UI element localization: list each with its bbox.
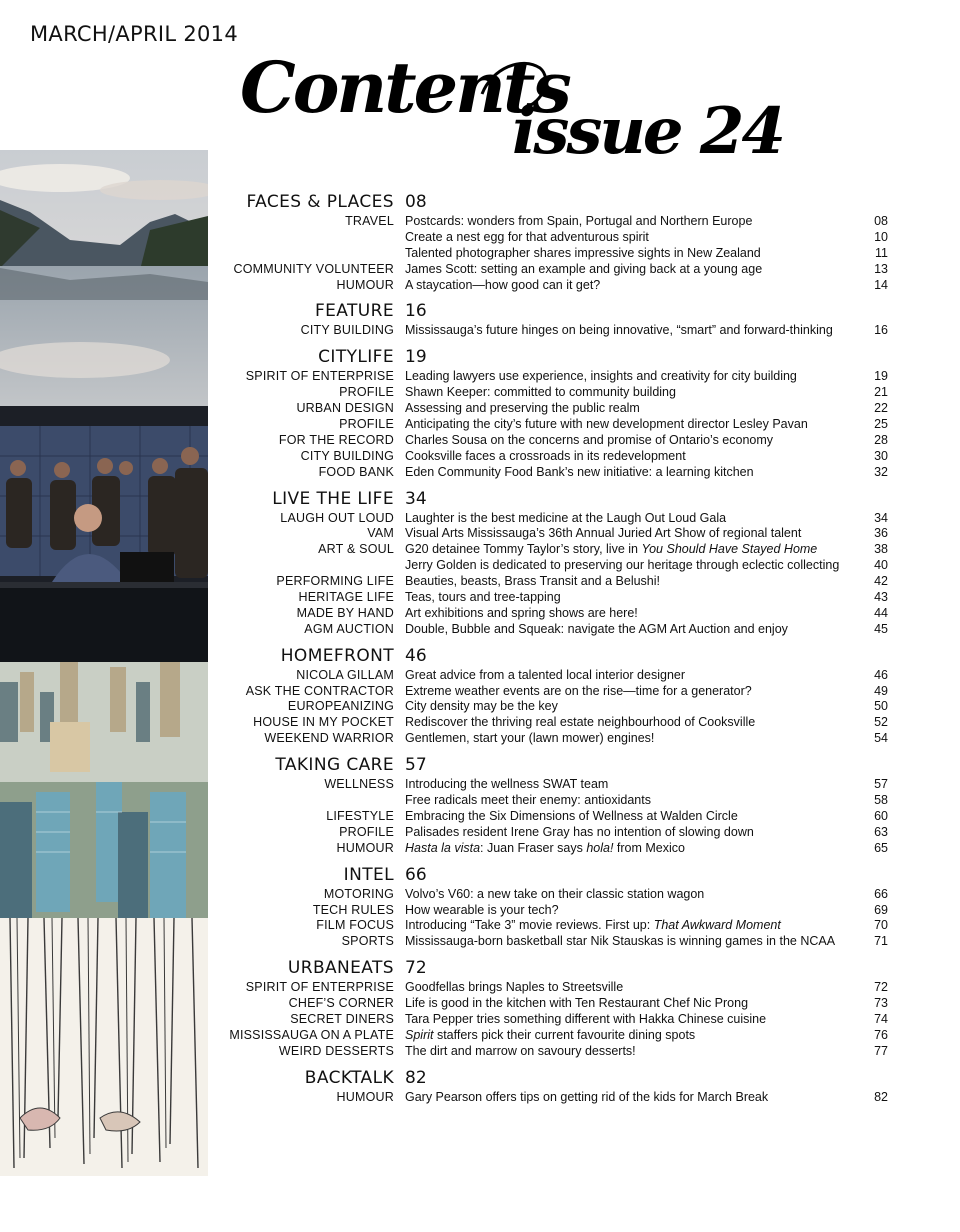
toc-entry[interactable]: [0, 417, 960, 433]
entry-category: COMMUNITY VOLUNTEER: [233, 261, 394, 276]
entry-description: Cooksville faces a crossroads in its redevelopment: [405, 448, 686, 463]
entry-category: HUMOUR: [336, 277, 394, 292]
toc-entry[interactable]: [0, 934, 960, 950]
entry-category: VAM: [367, 526, 394, 541]
entry-description: Gentlemen, start your (lawn mower) engines!: [405, 731, 655, 746]
section-heading: [0, 646, 960, 668]
toc-entry[interactable]: [0, 590, 960, 606]
entry-description: Shawn Keeper: committed to community building: [405, 385, 676, 400]
toc-entry[interactable]: [0, 809, 960, 825]
entry-category: HERITAGE LIFE: [298, 590, 394, 605]
toc-section: [0, 347, 960, 480]
entry-category: AGM AUCTION: [304, 621, 394, 636]
entry-description: Jerry Golden is dedicated to preserving our heritage through eclectic collecting: [405, 558, 840, 573]
entry-description: Laughter is the best medicine at the Laugh Out Loud Gala: [405, 510, 727, 525]
entry-category: MISSISSAUGA ON A PLATE: [229, 1027, 394, 1042]
toc-entry[interactable]: [0, 684, 960, 700]
section-heading: [0, 755, 960, 777]
entry-page-number: 10: [874, 229, 888, 244]
entry-category: CHEF’S CORNER: [288, 996, 394, 1011]
toc-entry[interactable]: [0, 385, 960, 401]
toc-section: [0, 958, 960, 1059]
section-name: LIVE THE LIFE: [272, 488, 394, 509]
toc-entry[interactable]: [0, 323, 960, 339]
entry-description: Volvo’s V60: a new take on their classic station wagon: [405, 886, 705, 901]
entry-category: LIFESTYLE: [326, 808, 394, 823]
entry-category: SECRET DINERS: [290, 1011, 394, 1026]
toc-entry[interactable]: [0, 622, 960, 638]
section-name: BACKTALK: [304, 1067, 394, 1088]
entry-page-number: 38: [874, 542, 888, 557]
entry-page-number: 14: [874, 277, 888, 292]
toc-entry[interactable]: [0, 699, 960, 715]
section-name: INTEL: [343, 864, 394, 885]
entry-page-number: 16: [874, 323, 888, 338]
toc-entry[interactable]: [0, 214, 960, 230]
entry-category: SPORTS: [341, 934, 394, 949]
entry-description: Double, Bubble and Squeak: navigate the AGM Art Auction and enjoy: [405, 621, 788, 636]
entry-description: G20 detainee Tommy Taylor’s story, live in You Should Have Stayed Home: [405, 542, 818, 557]
entry-page-number: 71: [874, 934, 888, 949]
entry-description: James Scott: setting an example and giving back at a young age: [405, 261, 763, 276]
entry-page-number: 32: [874, 464, 888, 479]
toc-section: [0, 646, 960, 747]
toc-entry[interactable]: [0, 996, 960, 1012]
entry-category: HUMOUR: [336, 1089, 394, 1104]
entry-category: TECH RULES: [312, 902, 394, 917]
entry-description: Hasta la vista: Juan Fraser says hola! from Mexico: [405, 840, 685, 855]
entry-category: CITY BUILDING: [300, 323, 394, 338]
section-heading: [0, 1068, 960, 1090]
entry-category: LAUGH OUT LOUD: [280, 510, 394, 525]
entry-description: Teas, tours and tree-tapping: [405, 590, 561, 605]
entry-page-number: 25: [874, 417, 888, 432]
entry-category: TRAVEL: [345, 214, 394, 228]
entry-description: Mississauga’s future hinges on being innovative, “smart” and forward-thinking: [405, 323, 833, 338]
toc-entry[interactable]: [0, 278, 960, 294]
entry-category: PROFILE: [339, 385, 394, 400]
entry-page-number: 76: [874, 1027, 888, 1042]
toc-entry[interactable]: [0, 526, 960, 542]
section-name: FACES & PLACES: [246, 192, 394, 212]
entry-page-number: 34: [874, 510, 888, 525]
entry-page-number: 54: [874, 731, 888, 746]
entry-category: MADE BY HAND: [296, 605, 394, 620]
entry-page-number: 60: [874, 808, 888, 823]
toc-entry[interactable]: [0, 1044, 960, 1060]
toc-entry[interactable]: [0, 246, 960, 262]
entry-category: HOUSE IN MY POCKET: [253, 715, 394, 730]
entry-page-number: 36: [874, 526, 888, 541]
section-name: CITYLIFE: [318, 347, 394, 368]
toc-entry[interactable]: [0, 825, 960, 841]
toc-entry[interactable]: [0, 606, 960, 622]
entry-page-number: 70: [874, 918, 888, 933]
entry-page-number: 82: [874, 1089, 888, 1104]
toc-section: [0, 301, 960, 339]
toc-section: [0, 192, 960, 293]
entry-page-number: 44: [874, 605, 888, 620]
entry-page-number: 66: [874, 886, 888, 901]
entry-description: Great advice from a talented local interior designer: [405, 667, 686, 682]
toc-section: [0, 865, 960, 951]
entry-description: Palisades resident Irene Gray has no intention of slowing down: [405, 824, 754, 839]
toc-entry[interactable]: [0, 793, 960, 809]
entry-description: City density may be the key: [405, 699, 558, 714]
entry-category: WEEKEND WARRIOR: [264, 731, 394, 746]
toc-entry[interactable]: [0, 903, 960, 919]
section-heading: [0, 347, 960, 369]
toc-entry[interactable]: [0, 574, 960, 590]
entry-description: Introducing the wellness SWAT team: [405, 777, 609, 792]
entry-page-number: 11: [875, 245, 888, 260]
toc-section: [0, 1068, 960, 1106]
entry-page-number: 08: [874, 214, 888, 228]
entry-description: Free radicals meet their enemy: antioxidants: [405, 793, 651, 808]
toc-entry[interactable]: [0, 668, 960, 684]
section-name: URBANEATS: [287, 958, 394, 979]
toc-entry[interactable]: [0, 887, 960, 903]
entry-page-number: 42: [874, 574, 888, 589]
entry-description: Gary Pearson offers tips on getting rid of the kids for March Break: [405, 1089, 769, 1104]
entry-description: Beauties, beasts, Brass Transit and a Belushi!: [405, 574, 660, 589]
entry-description: Tara Pepper tries something different with Hakka Chinese cuisine: [405, 1011, 767, 1026]
entry-category: PROFILE: [339, 417, 394, 432]
entry-description: Goodfellas brings Naples to Streetsville: [405, 980, 624, 995]
toc-entry[interactable]: [0, 777, 960, 793]
entry-page-number: 50: [874, 699, 888, 714]
section-heading: [0, 958, 960, 980]
entry-page-number: 69: [874, 902, 888, 917]
table-of-contents: [0, 192, 960, 1114]
entry-description: Visual Arts Mississauga’s 36th Annual Juried Art Show of regional talent: [405, 526, 802, 541]
entry-description: Talented photographer shares impressive sights in New Zealand: [405, 245, 761, 260]
entry-description: Eden Community Food Bank’s new initiative: a learning kitchen: [405, 464, 754, 479]
entry-category: HUMOUR: [336, 840, 394, 855]
section-name: FEATURE: [314, 301, 394, 322]
toc-entry[interactable]: [0, 841, 960, 857]
entry-description: How wearable is your tech?: [405, 902, 559, 917]
toc-entry[interactable]: [0, 401, 960, 417]
entry-category: FOOD BANK: [318, 464, 394, 479]
entry-page-number: 45: [874, 621, 888, 636]
toc-entry[interactable]: [0, 511, 960, 527]
section-page-number: 72: [405, 958, 427, 979]
entry-page-number: 49: [874, 683, 888, 698]
entry-page-number: 22: [874, 401, 888, 416]
entry-description: Introducing “Take 3” movie reviews. First up: That Awkward Moment: [405, 918, 781, 933]
contents-title: Contents: [240, 46, 569, 129]
toc-entry[interactable]: [0, 715, 960, 731]
entry-category: WELLNESS: [324, 777, 394, 792]
entry-description: Anticipating the city’s future with new development director Lesley Pavan: [405, 417, 808, 432]
entry-category: MOTORING: [323, 886, 394, 901]
entry-description: Rediscover the thriving real estate neighbourhood of Cooksville: [405, 715, 756, 730]
entry-page-number: 30: [874, 448, 888, 463]
entry-page-number: 65: [874, 840, 888, 855]
toc-entry[interactable]: [0, 230, 960, 246]
toc-section: [0, 755, 960, 856]
toc-entry[interactable]: [0, 465, 960, 481]
entry-category: EUROPEANIZING: [287, 699, 394, 714]
section-page-number: 16: [405, 301, 427, 322]
entry-page-number: 72: [874, 980, 888, 995]
entry-page-number: 63: [874, 824, 888, 839]
entry-page-number: 46: [874, 667, 888, 682]
entry-category: URBAN DESIGN: [296, 401, 394, 416]
entry-description: Art exhibitions and spring shows are here!: [405, 605, 638, 620]
entry-page-number: 43: [874, 590, 888, 605]
entry-page-number: 52: [874, 715, 888, 730]
section-heading: [0, 192, 960, 214]
entry-page-number: 21: [874, 385, 888, 400]
entry-page-number: 13: [874, 261, 888, 276]
entry-category: CITY BUILDING: [300, 448, 394, 463]
section-heading: [0, 865, 960, 887]
entry-category: SPIRIT OF ENTERPRISE: [245, 369, 394, 384]
entry-description: Postcards: wonders from Spain, Portugal and Northern Europe: [405, 214, 753, 228]
toc-entry[interactable]: [0, 262, 960, 278]
entry-description: A staycation—how good can it get?: [405, 277, 601, 292]
issue-date: MARCH/APRIL 2014: [30, 22, 238, 46]
toc-entry[interactable]: [0, 542, 960, 558]
entry-description: Embracing the Six Dimensions of Wellness at Walden Circle: [405, 808, 738, 823]
section-heading: [0, 489, 960, 511]
entry-description: Create a nest egg for that adventurous spirit: [405, 229, 649, 244]
issue-number: issue 24: [512, 94, 783, 169]
entry-description: Charles Sousa on the concerns and promise of Ontario’s economy: [405, 432, 774, 447]
section-name: TAKING CARE: [275, 755, 394, 776]
entry-category: PERFORMING LIFE: [276, 574, 394, 589]
entry-page-number: 58: [874, 793, 888, 808]
toc-entry[interactable]: [0, 433, 960, 449]
section-page-number: 82: [405, 1067, 427, 1088]
entry-description: Leading lawyers use experience, insights and creativity for city building: [405, 369, 797, 384]
entry-page-number: 28: [874, 432, 888, 447]
entry-category: ASK THE CONTRACTOR: [245, 683, 394, 698]
section-page-number: 19: [405, 347, 427, 368]
entry-category: PROFILE: [339, 824, 394, 839]
entry-description: Life is good in the kitchen with Ten Restaurant Chef Nic Prong: [405, 996, 749, 1011]
section-heading: [0, 301, 960, 323]
section-page-number: 57: [405, 755, 427, 776]
toc-entry[interactable]: [0, 1028, 960, 1044]
entry-category: WEIRD DESSERTS: [278, 1043, 394, 1058]
toc-entry[interactable]: [0, 918, 960, 934]
entry-page-number: 19: [874, 369, 888, 384]
entry-category: NICOLA GILLAM: [296, 667, 394, 682]
entry-category: FILM FOCUS: [316, 918, 394, 933]
toc-entry[interactable]: [0, 731, 960, 747]
section-page-number: 66: [405, 864, 427, 885]
toc-entry[interactable]: [0, 369, 960, 385]
section-page-number: 08: [405, 192, 427, 212]
entry-description: Extreme weather events are on the rise—time for a generator?: [405, 683, 752, 698]
entry-category: SPIRIT OF ENTERPRISE: [245, 980, 394, 995]
entry-description: Assessing and preserving the public realm: [405, 401, 640, 416]
entry-category: ART & SOUL: [318, 542, 394, 557]
entry-page-number: 40: [874, 558, 888, 573]
entry-page-number: 73: [874, 996, 888, 1011]
entry-page-number: 77: [874, 1043, 888, 1058]
section-name: HOMEFRONT: [280, 645, 394, 666]
toc-entry[interactable]: [0, 558, 960, 574]
toc-entry[interactable]: [0, 1090, 960, 1106]
entry-description: Mississauga-born basketball star Nik Stauskas is winning games in the NCAA: [405, 934, 836, 949]
section-page-number: 34: [405, 488, 427, 509]
entry-page-number: 57: [874, 777, 888, 792]
toc-entry[interactable]: [0, 449, 960, 465]
toc-entry[interactable]: [0, 980, 960, 996]
entry-page-number: 74: [874, 1011, 888, 1026]
entry-description: The dirt and marrow on savoury desserts!: [405, 1043, 636, 1058]
toc-section: [0, 489, 960, 638]
section-page-number: 46: [405, 645, 427, 666]
toc-entry[interactable]: [0, 1012, 960, 1028]
entry-category: FOR THE RECORD: [278, 432, 394, 447]
entry-description: Spirit staffers pick their current favourite dining spots: [405, 1027, 696, 1042]
